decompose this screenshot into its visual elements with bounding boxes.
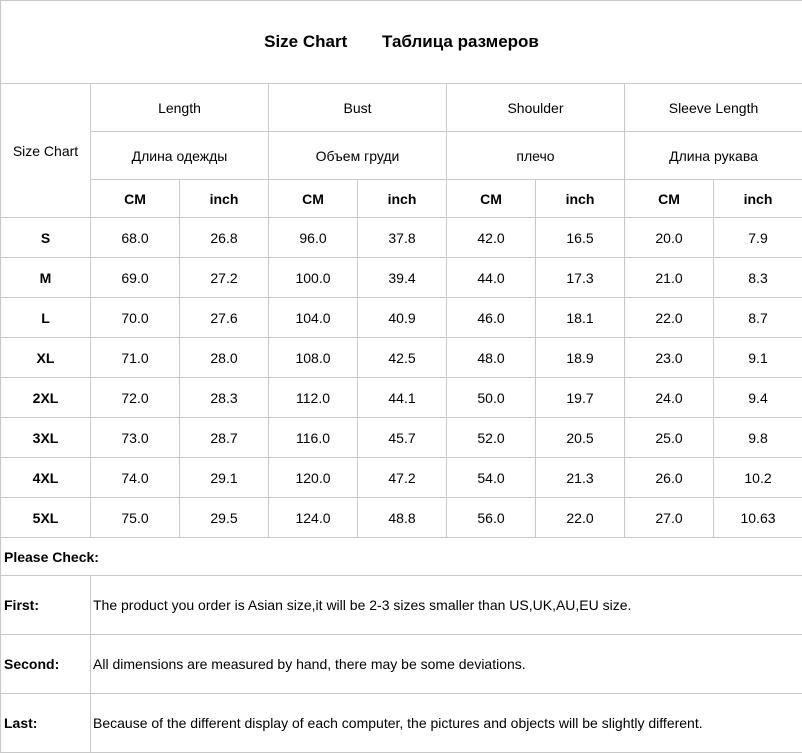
column-header-length-ru: Длина одежды [91, 132, 269, 180]
table-cell: 44.1 [358, 378, 447, 418]
column-header-bust-ru: Объем груди [269, 132, 447, 180]
table-cell: 23.0 [625, 338, 714, 378]
unit-cm: CM [447, 180, 536, 218]
table-cell: 70.0 [91, 298, 180, 338]
unit-cm: CM [91, 180, 180, 218]
size-label: 5XL [1, 498, 91, 538]
table-cell: 46.0 [447, 298, 536, 338]
size-label: L [1, 298, 91, 338]
table-row [1, 338, 802, 378]
page-title [1, 1, 802, 84]
table-cell: 54.0 [447, 458, 536, 498]
column-header-sleeve-length-ru: Длина рукава [625, 132, 802, 180]
unit-inch: inch [536, 180, 625, 218]
table-cell: 27.0 [625, 498, 714, 538]
note-label: First: [1, 576, 91, 635]
table-cell: 100.0 [269, 258, 358, 298]
table-cell: 47.2 [358, 458, 447, 498]
table-cell: 28.3 [180, 378, 269, 418]
please-check-title: Please Check: [1, 538, 802, 576]
table-cell: 72.0 [91, 378, 180, 418]
size-label: M [1, 258, 91, 298]
table-cell: 21.0 [625, 258, 714, 298]
table-cell: 74.0 [91, 458, 180, 498]
note-text: All dimensions are measured by hand, there may be some deviations. [91, 635, 802, 694]
size-label: 3XL [1, 418, 91, 458]
table-cell: 42.5 [358, 338, 447, 378]
table-cell: 18.9 [536, 338, 625, 378]
size-label: XL [1, 338, 91, 378]
table-cell: 69.0 [91, 258, 180, 298]
table-row [1, 458, 802, 498]
table-row [1, 498, 802, 538]
table-cell: 10.2 [714, 458, 802, 498]
table-cell: 40.9 [358, 298, 447, 338]
table-cell: 108.0 [269, 338, 358, 378]
table-cell: 19.7 [536, 378, 625, 418]
column-header-sleeve-length: Sleeve Length [625, 84, 802, 132]
column-header-length: Length [91, 84, 269, 132]
table-cell: 9.4 [714, 378, 802, 418]
table-cell: 10.63 [714, 498, 802, 538]
corner-label: Size Chart [1, 84, 91, 218]
table-cell: 73.0 [91, 418, 180, 458]
table-cell: 27.6 [180, 298, 269, 338]
table-cell: 44.0 [447, 258, 536, 298]
size-rows [1, 218, 802, 538]
table-cell: 50.0 [447, 378, 536, 418]
table-cell: 96.0 [269, 218, 358, 258]
title-ru: Таблица размеров [382, 32, 539, 52]
table-cell: 48.0 [447, 338, 536, 378]
table-cell: 8.7 [714, 298, 802, 338]
note-label: Second: [1, 635, 91, 694]
table-cell: 45.7 [358, 418, 447, 458]
table-cell: 120.0 [269, 458, 358, 498]
table-cell: 124.0 [269, 498, 358, 538]
table-cell: 8.3 [714, 258, 802, 298]
table-cell: 48.8 [358, 498, 447, 538]
table-cell: 104.0 [269, 298, 358, 338]
unit-cm: CM [269, 180, 358, 218]
table-cell: 20.0 [625, 218, 714, 258]
table-row [1, 258, 802, 298]
table-cell: 42.0 [447, 218, 536, 258]
table-cell: 22.0 [536, 498, 625, 538]
table-cell: 68.0 [91, 218, 180, 258]
table-cell: 26.8 [180, 218, 269, 258]
table-cell: 21.3 [536, 458, 625, 498]
column-header-shoulder: Shoulder [447, 84, 625, 132]
table-cell: 71.0 [91, 338, 180, 378]
table-cell: 20.5 [536, 418, 625, 458]
size-label: S [1, 218, 91, 258]
table-row [1, 418, 802, 458]
unit-inch: inch [714, 180, 802, 218]
size-label: 4XL [1, 458, 91, 498]
table-cell: 29.5 [180, 498, 269, 538]
table-cell: 28.7 [180, 418, 269, 458]
unit-cm: CM [625, 180, 714, 218]
table-cell: 17.3 [536, 258, 625, 298]
note-label: Last: [1, 694, 91, 753]
table-cell: 52.0 [447, 418, 536, 458]
table-row [1, 298, 802, 338]
column-header-bust: Bust [269, 84, 447, 132]
note-text: Because of the different display of each computer, the pictures and objects will be slightly different. [91, 694, 802, 753]
table-cell: 25.0 [625, 418, 714, 458]
table-cell: 27.2 [180, 258, 269, 298]
column-header-shoulder-ru: плечо [447, 132, 625, 180]
table-cell: 18.1 [536, 298, 625, 338]
table-cell: 56.0 [447, 498, 536, 538]
table-cell: 22.0 [625, 298, 714, 338]
table-cell: 75.0 [91, 498, 180, 538]
note-text: The product you order is Asian size,it will be 2-3 sizes smaller than US,UK,AU,EU size. [91, 576, 802, 635]
table-cell: 26.0 [625, 458, 714, 498]
unit-inch: inch [358, 180, 447, 218]
table-cell: 9.1 [714, 338, 802, 378]
table-row [1, 378, 802, 418]
table-cell: 29.1 [180, 458, 269, 498]
unit-inch: inch [180, 180, 269, 218]
table-cell: 9.8 [714, 418, 802, 458]
table-cell: 7.9 [714, 218, 802, 258]
table-cell: 28.0 [180, 338, 269, 378]
table-cell: 116.0 [269, 418, 358, 458]
table-row [1, 218, 802, 258]
title-en: Size Chart [264, 32, 347, 52]
table-cell: 16.5 [536, 218, 625, 258]
table-cell: 112.0 [269, 378, 358, 418]
table-cell: 39.4 [358, 258, 447, 298]
table-cell: 24.0 [625, 378, 714, 418]
size-label: 2XL [1, 378, 91, 418]
table-cell: 37.8 [358, 218, 447, 258]
